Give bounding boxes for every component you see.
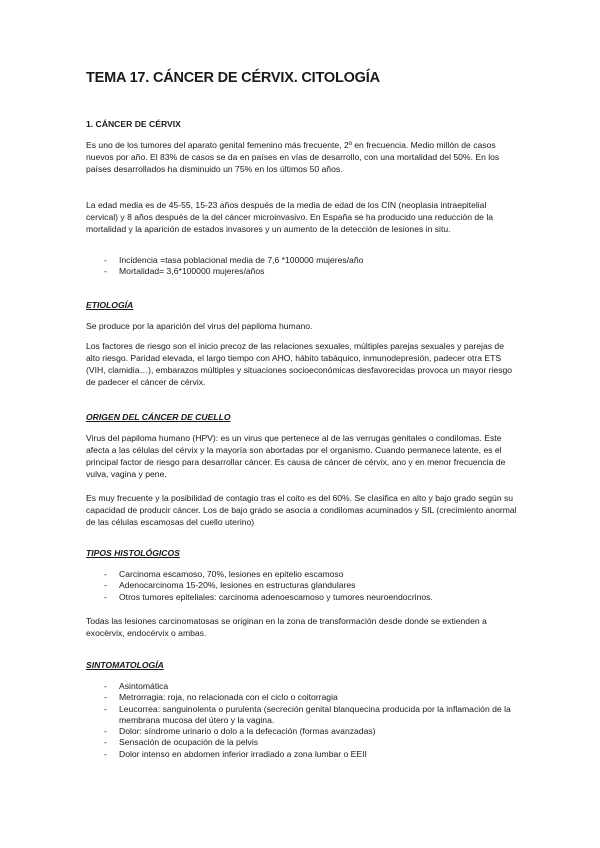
paragraph-edad-media: La edad media es de 45-55, 15-23 años después de la media de edad de los CIN (neoplasia intraepitelial cervical) y 8 años después de la del cáncer microinvasivo. En España se ha producido una reducción de la mortalidad y la aparición de estados invasores y un aumento de la detección de lesiones in situ.	[86, 200, 494, 234]
subheading-origen: ORIGEN DEL CÁNCER DE CUELLO	[86, 412, 231, 422]
bullet-dash: -	[104, 681, 107, 691]
bullet-dash: -	[104, 569, 107, 579]
bullet-dash: -	[104, 266, 107, 277]
bullet-dash: -	[104, 580, 107, 591]
epidemiology-list	[86, 255, 520, 278]
paragraph-origen-1: Virus del papiloma humano (HPV): es un virus que pertenece al de las verrugas genitales o condilomas. Este afecta a las células del cérvix y la mayoría son abortadas por el organismo. Cuando permanece latente, es el principal factor de riesgo para desarrollar cáncer. Es causa de cáncer de cérvix, ano y en menor frecuencia de vulva, vagina y pene.	[86, 433, 506, 479]
bullet-dash: -	[104, 748, 107, 759]
list-item: - Dolor intenso en abdomen inferior irradiado a zona lumbar o EEII	[104, 748, 367, 759]
bullet-dash: -	[104, 737, 107, 748]
list-item: - Dolor: síndrome urinario o dolo a la defecación (formas avanzadas)	[104, 726, 376, 737]
list-item: - Incidencia =tasa poblacional media de 7,6 *100000 mujeres/año	[104, 255, 364, 265]
list-item: - Mortalidad= 3,6*100000 mujeres/años	[104, 266, 265, 277]
bullet-dash: -	[104, 726, 107, 737]
subheading-tipos-histologicos: TIPOS HISTOLÓGICOS	[86, 548, 180, 558]
paragraph-etiologia-2: Los factores de riesgo son el inicio precoz de las relaciones sexuales, múltiples parejas sexuales y parejas de alto riesgo. Paridad elevada, el largo tiempo con AHO, hábito tabáquico, inmunodepresión, padecer otra ETS (VIH, clamidia…), embarazos múltiples y situaciones socioeconómicas desfavorecidas provoca un mayor riesgo de padecer el cáncer de cérvix.	[86, 341, 513, 387]
subheading-sintomatologia: SINTOMATOLOGÍA	[86, 660, 164, 670]
bullet-dash: -	[104, 703, 107, 714]
paragraph-etiologia-1: Se produce por la aparición del virus del papiloma humano.	[86, 321, 313, 331]
list-item: - Carcinoma escamoso, 70%, lesiones en epitelio escamoso	[104, 569, 344, 579]
list-item: - Metrorragia: roja, no relacionada con el ciclo o coitorragia	[104, 692, 338, 703]
paragraph-intro: Es uno de los tumores del aparato genital femenino más frecuente, 2º en frecuencia. Medio millón de casos nuevos por año. El 83% de casos se da en países en vías de desarrollo, con una mortalidad del 50%. En los países desarrollados ha disminuido un 75% en los últimos 50 años.	[86, 140, 500, 174]
bullet-dash: -	[104, 692, 107, 703]
bullet-dash: -	[104, 255, 107, 265]
list-item: - Otros tumores epiteliales: carcinoma adenoescamoso y tumores neuroendocrinos.	[104, 591, 433, 602]
page-title: TEMA 17. CÁNCER DE CÉRVIX. CITOLOGÍA	[86, 70, 380, 86]
list-item: - Leucorrea: sanguinolenta o purulenta (secreción genital blanquecina producida por la inflamación de la membrana mucosa del útero y la vagina.	[104, 703, 511, 725]
list-item: - Asintomática	[104, 681, 169, 691]
paragraph-zona-transformacion: Todas las lesiones carcinomatosas se originan en la zona de transformación desde donde se extienden a exocérvix, endocérvix o ambas.	[86, 616, 487, 638]
list-item: - Sensación de ocupación de la pelvis	[104, 737, 259, 748]
section-heading-cancer-cervix: 1. CÁNCER DE CÉRVIX	[86, 119, 181, 129]
subheading-etiologia: ETIOLOGÍA	[86, 300, 134, 310]
paragraph-origen-2: Es muy frecuente y la posibilidad de contagio tras el coito es del 60%. Se clasifica en alto y bajo grado según su capacidad de producir cáncer. Los de bajo grado se asocia a condilomas acuminados y SIL (crecimiento anormal de las células escamosas del cuello uterino)	[86, 493, 517, 527]
list-item: - Adenocarcinoma 15-20%, lesiones en estructuras glandulares	[104, 580, 356, 591]
tipos-list	[86, 569, 520, 603]
sintomatologia-list	[86, 681, 520, 760]
bullet-dash: -	[104, 591, 107, 602]
